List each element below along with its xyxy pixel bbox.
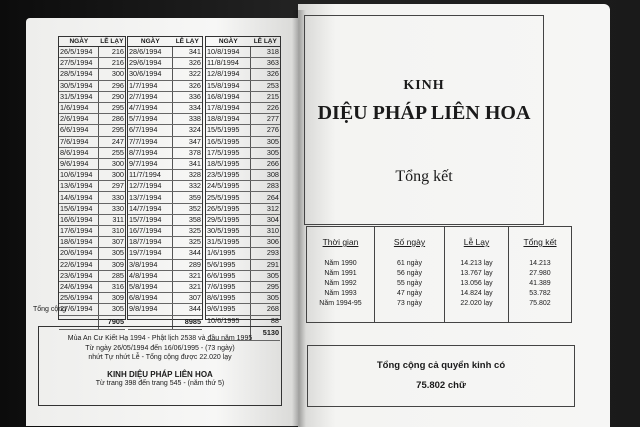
row-date: 22/6/1994 [59, 259, 99, 270]
row-count: 324 [173, 125, 202, 136]
row-count: 286 [99, 114, 125, 125]
row-count: 325 [173, 237, 202, 248]
totals-header: Tổng kết [523, 237, 557, 247]
row-count: 321 [173, 270, 202, 281]
table-row [128, 293, 202, 304]
count-header: LỄ LẠY [173, 37, 202, 47]
row-count: 341 [173, 47, 202, 58]
row-count: 276 [251, 125, 280, 136]
row-count: 310 [251, 226, 280, 237]
summary-col-days [375, 227, 445, 322]
table-row [59, 203, 125, 214]
row-count: 305 [251, 270, 280, 281]
row-date: 13/6/1994 [59, 181, 99, 192]
row-count: 309 [99, 259, 125, 270]
date-header: NGÀY [206, 37, 251, 47]
row-date: 18/8/1994 [206, 114, 251, 125]
row-count: 307 [99, 237, 125, 248]
table-row [206, 304, 280, 315]
info-box [38, 326, 282, 406]
days-values [375, 259, 444, 309]
table-row [59, 136, 125, 147]
row-date: 24/6/1994 [59, 281, 99, 292]
row-count: 304 [251, 214, 280, 225]
count-header: LỄ LẠY [100, 38, 124, 45]
row-count: 88 [251, 315, 280, 326]
table-row [59, 80, 125, 91]
row-date: 10/6/1995 [206, 315, 251, 326]
row-count: 358 [173, 214, 202, 225]
table-row [59, 125, 125, 136]
row-count: 325 [173, 226, 202, 237]
table-row [206, 125, 280, 136]
row-count: 305 [251, 147, 280, 158]
row-date: 28/5/1994 [59, 69, 99, 80]
row-count: 330 [99, 203, 125, 214]
tally-table-1 [59, 37, 125, 330]
tally-body [59, 47, 125, 330]
row-date: 17/5/1995 [206, 147, 251, 158]
table-row [59, 281, 125, 292]
row-date: 20/6/1994 [59, 248, 99, 259]
table-row [128, 69, 202, 80]
row-date: 12/7/1994 [128, 181, 173, 192]
table-row [59, 170, 125, 181]
table-row [128, 80, 202, 91]
date-header: NGÀY [59, 37, 99, 47]
row-date: 15/8/1994 [206, 80, 251, 91]
summary-value: 75.802 [529, 300, 551, 307]
table-row [59, 58, 125, 69]
row-count: 297 [99, 181, 125, 192]
row-count: 359 [173, 192, 202, 203]
row-date: 27/5/1994 [59, 58, 99, 69]
table-row [128, 281, 202, 292]
sutra-title: DIỆU PHÁP LIÊN HOA [317, 102, 531, 124]
table-row [128, 259, 202, 270]
count-header: LỄ LẠY [251, 37, 280, 47]
table-row [59, 114, 125, 125]
row-date: 28/6/1994 [128, 47, 173, 58]
time-header: Thời gian [322, 237, 359, 247]
days-header: Số ngày [393, 237, 426, 247]
kinh-heading: KINH [403, 78, 445, 93]
row-date: 30/5/1995 [206, 226, 251, 237]
summary-value: 53.782 [529, 290, 551, 297]
row-count: 289 [173, 259, 202, 270]
summary-value: 22.020 lạy [460, 300, 493, 307]
row-date: 25/6/1994 [59, 293, 99, 304]
row-date: 13/7/1994 [128, 192, 173, 203]
table-row [128, 136, 202, 147]
row-date: 9/8/1994 [128, 304, 173, 315]
summary-value: 13.056 lạy [460, 280, 493, 287]
row-date: 2/6/1994 [59, 114, 99, 125]
row-count: 321 [173, 281, 202, 292]
tally-column-3 [205, 36, 281, 338]
row-date: 15/7/1994 [128, 214, 173, 225]
row-date: 5/8/1994 [128, 281, 173, 292]
row-date: 7/6/1995 [206, 281, 251, 292]
row-count: 312 [251, 203, 280, 214]
table-row [128, 147, 202, 158]
table-row [59, 270, 125, 281]
table-row [206, 315, 280, 326]
info-line-3: nhứt Tự nhứt Lễ - Tổng cộng được 22.020 lạy [88, 354, 232, 361]
row-count: 215 [251, 91, 280, 102]
row-count: 216 [99, 58, 125, 69]
row-count: 283 [251, 181, 280, 192]
table-row [206, 192, 280, 203]
summary-value: Năm 1991 [324, 270, 357, 277]
table-row [206, 69, 280, 80]
row-count: 347 [173, 136, 202, 147]
info-line-5: Từ trang 398 đến trang 545 - (năm thứ 5) [95, 380, 225, 387]
table-row [59, 192, 125, 203]
row-date: 8/6/1995 [206, 293, 251, 304]
row-date: 17/8/1994 [206, 102, 251, 113]
total-label: Tổng cộng [33, 306, 67, 313]
row-date: 30/6/1994 [128, 69, 173, 80]
info-line-2: Từ ngày 26/05/1994 đến 16/06/1995 - (73 ngày) [85, 344, 235, 352]
row-count: 306 [251, 237, 280, 248]
row-date: 12/8/1994 [206, 69, 251, 80]
table-row [128, 170, 202, 181]
summary-table [306, 226, 572, 323]
row-count: 293 [251, 248, 280, 259]
row-count: 311 [99, 214, 125, 225]
row-count: 307 [173, 293, 202, 304]
table-row [206, 136, 280, 147]
row-count: 300 [99, 170, 125, 181]
row-date: 6/7/1994 [128, 125, 173, 136]
table-row [206, 181, 280, 192]
grand-total-label: Tổng cộng cả quyển kinh có [376, 360, 506, 371]
row-count: 338 [173, 114, 202, 125]
row-date: 2/7/1994 [128, 91, 173, 102]
table-row [128, 91, 202, 102]
row-count: 305 [251, 136, 280, 147]
table-row [128, 304, 202, 315]
table-row [206, 293, 280, 304]
row-date: 16/7/1994 [128, 226, 173, 237]
summary-col-time [307, 227, 375, 322]
table-row [206, 47, 280, 58]
row-date: 15/5/1995 [206, 125, 251, 136]
row-date: 17/6/1994 [59, 226, 99, 237]
table-row [59, 293, 125, 304]
table-row [59, 248, 125, 259]
row-date: 8/7/1994 [128, 147, 173, 158]
row-date: 1/6/1994 [59, 102, 99, 113]
table-row [128, 181, 202, 192]
table-row [59, 226, 125, 237]
row-date: 1/6/1995 [206, 248, 251, 259]
summary-value: 55 ngày [397, 280, 422, 287]
row-count: 296 [99, 80, 125, 91]
row-date: 14/6/1994 [59, 192, 99, 203]
row-date: 10/8/1994 [206, 47, 251, 58]
summary-col-totals [509, 227, 571, 322]
table-row [128, 102, 202, 113]
summary-value: 41.389 [529, 280, 551, 287]
grand-total-value: 75.802 chữ [416, 380, 466, 391]
row-date: 8/6/1994 [59, 147, 99, 158]
summary-value: 27.980 [529, 270, 551, 277]
row-count: 300 [99, 69, 125, 80]
table-row [206, 80, 280, 91]
row-count: 363 [251, 58, 280, 69]
table-row [59, 304, 125, 315]
row-date: 16/5/1995 [206, 136, 251, 147]
summary-value: 56 ngày [397, 270, 422, 277]
table-row [206, 226, 280, 237]
table-row [206, 170, 280, 181]
summary-value: 14.213 lạy [460, 260, 493, 267]
row-count: 255 [99, 147, 125, 158]
row-count: 216 [99, 47, 125, 58]
row-date: 7/7/1994 [128, 136, 173, 147]
tally-column-1 [58, 36, 126, 326]
row-count: 326 [251, 69, 280, 80]
row-count: 378 [173, 147, 202, 158]
summary-value: 73 ngày [397, 300, 422, 307]
table-row [128, 237, 202, 248]
row-count: 318 [251, 47, 280, 58]
row-date: 10/6/1994 [59, 170, 99, 181]
column-total: 7905 [99, 315, 125, 329]
column-total: 8985 [173, 315, 202, 329]
row-count: 305 [99, 304, 125, 315]
row-date: 9/7/1994 [128, 158, 173, 169]
row-date: 26/5/1994 [59, 47, 99, 58]
row-count: 277 [251, 114, 280, 125]
table-row [206, 270, 280, 281]
table-row [206, 114, 280, 125]
row-count: 341 [173, 158, 202, 169]
row-date: 19/7/1994 [128, 248, 173, 259]
summary-value: Năm 1990 [324, 260, 357, 267]
row-date: 18/5/1995 [206, 158, 251, 169]
table-row [206, 203, 280, 214]
info-line-4: KINH DIỆU PHÁP LIÊN HOA [107, 369, 213, 379]
row-date: 11/7/1994 [128, 170, 173, 181]
table-row [128, 270, 202, 281]
row-count: 295 [251, 281, 280, 292]
summary-value: 47 ngày [397, 290, 422, 297]
row-date: 1/7/1994 [128, 80, 173, 91]
summary-value: Năm 1992 [324, 280, 357, 287]
row-count: 344 [173, 248, 202, 259]
table-row [206, 248, 280, 259]
tally-table-2 [128, 37, 202, 330]
row-count: 290 [99, 91, 125, 102]
totals-values [509, 259, 571, 309]
summary-value: Năm 1993 [324, 290, 357, 297]
row-date: 14/7/1994 [128, 203, 173, 214]
row-count: 310 [99, 226, 125, 237]
row-date: 11/8/1994 [206, 58, 251, 69]
row-count: 326 [173, 80, 202, 91]
table-row [59, 158, 125, 169]
table-row [128, 158, 202, 169]
summary-value: 13.767 lạy [460, 270, 493, 277]
summary-value: 14.213 [529, 260, 551, 267]
row-date: 18/7/1994 [128, 237, 173, 248]
row-date: 29/5/1995 [206, 214, 251, 225]
table-row [206, 147, 280, 158]
row-count: 308 [251, 170, 280, 181]
row-date: 9/6/1995 [206, 304, 251, 315]
row-count: 352 [173, 203, 202, 214]
row-count: 344 [173, 304, 202, 315]
table-row [206, 237, 280, 248]
table-row [206, 158, 280, 169]
summary-value: 61 ngày [397, 260, 422, 267]
bows-header: Lễ Lạy [463, 237, 490, 247]
row-count: 295 [99, 125, 125, 136]
row-date: 5/7/1994 [128, 114, 173, 125]
row-date: 7/6/1994 [59, 136, 99, 147]
row-date: 25/5/1995 [206, 192, 251, 203]
summary-value: Năm 1994-95 [319, 300, 362, 307]
row-date: 6/6/1994 [59, 125, 99, 136]
table-row [128, 125, 202, 136]
row-count: 334 [173, 102, 202, 113]
table-row [59, 47, 125, 58]
table-row [128, 47, 202, 58]
bows-values [445, 259, 508, 309]
row-count: 300 [99, 158, 125, 169]
row-date: 4/7/1994 [128, 102, 173, 113]
table-row [128, 192, 202, 203]
row-count: 264 [251, 192, 280, 203]
table-row [128, 226, 202, 237]
info-line-1: Mùa An Cư Kiết Hạ 1994 - Phật lịch 2538 và đầu năm 1995 [67, 335, 253, 342]
table-row [206, 281, 280, 292]
row-date: 18/6/1994 [59, 237, 99, 248]
table-row [206, 214, 280, 225]
table-row [206, 91, 280, 102]
row-date: 29/6/1994 [128, 58, 173, 69]
row-count: 336 [173, 91, 202, 102]
row-count: 305 [99, 248, 125, 259]
table-row [206, 58, 280, 69]
row-count: 253 [251, 80, 280, 91]
summary-subtitle: Tổng kết [395, 168, 453, 185]
row-date: 16/8/1994 [206, 91, 251, 102]
table-row [59, 91, 125, 102]
row-count: 328 [173, 170, 202, 181]
row-date: 31/5/1995 [206, 237, 251, 248]
table-row [128, 214, 202, 225]
row-date: 26/5/1995 [206, 203, 251, 214]
grand-total-box [307, 345, 575, 407]
row-count: 309 [99, 293, 125, 304]
row-date: 27/6/1994 [59, 304, 99, 315]
table-row [128, 114, 202, 125]
tally-column-2 [127, 36, 203, 326]
row-date: 6/8/1994 [128, 293, 173, 304]
row-date: 9/6/1994 [59, 158, 99, 169]
row-count: 268 [251, 304, 280, 315]
row-date: 4/8/1994 [128, 270, 173, 281]
row-date: 23/5/1995 [206, 170, 251, 181]
row-date: 16/6/1994 [59, 214, 99, 225]
table-row [59, 181, 125, 192]
row-count: 326 [173, 58, 202, 69]
row-count: 322 [173, 69, 202, 80]
table-row [206, 259, 280, 270]
row-count: 295 [99, 102, 125, 113]
tally-body [206, 47, 280, 341]
table-row [128, 58, 202, 69]
row-count: 266 [251, 158, 280, 169]
row-date: 23/6/1994 [59, 270, 99, 281]
table-row [128, 248, 202, 259]
table-row [59, 102, 125, 113]
table-row [59, 147, 125, 158]
row-date: 3/8/1994 [128, 259, 173, 270]
row-count: 226 [251, 102, 280, 113]
summary-col-bows [445, 227, 509, 322]
table-row [128, 203, 202, 214]
column-total: 5130 [251, 326, 280, 340]
tally-table-3 [206, 37, 280, 341]
row-date: 31/5/1994 [59, 91, 99, 102]
table-row [59, 237, 125, 248]
table-row [59, 214, 125, 225]
row-date: 6/6/1995 [206, 270, 251, 281]
row-count: 285 [99, 270, 125, 281]
row-date: 15/6/1994 [59, 203, 99, 214]
row-date: 30/5/1994 [59, 80, 99, 91]
row-count: 247 [99, 136, 125, 147]
table-row [59, 69, 125, 80]
summary-value: 14.824 lạy [460, 290, 493, 297]
date-header: NGÀY [128, 37, 173, 47]
row-count: 330 [99, 192, 125, 203]
table-row [206, 102, 280, 113]
title-box [304, 15, 544, 225]
row-date: 24/5/1995 [206, 181, 251, 192]
tally-body [128, 47, 202, 330]
time-values [307, 259, 374, 309]
row-count: 332 [173, 181, 202, 192]
row-count: 305 [251, 293, 280, 304]
row-date: 5/6/1995 [206, 259, 251, 270]
row-count: 291 [251, 259, 280, 270]
table-row [59, 259, 125, 270]
row-count: 316 [99, 281, 125, 292]
